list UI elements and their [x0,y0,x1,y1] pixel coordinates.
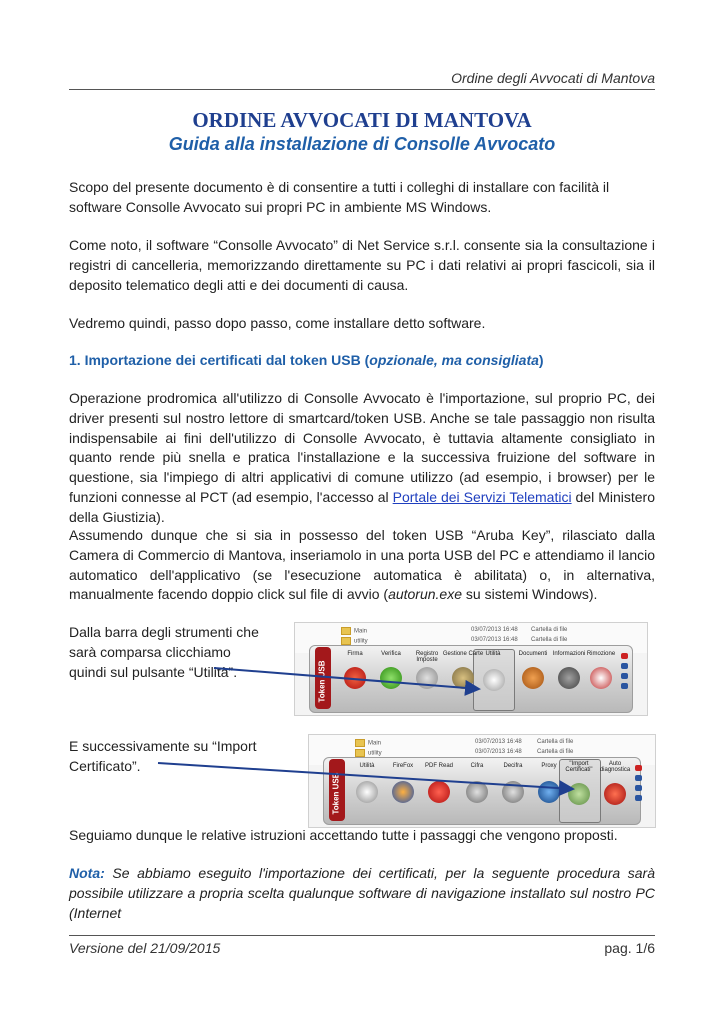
section-heading-emphasis: opzionale, ma consigliata [369,352,539,368]
page-number: pag. 1/6 [604,940,655,956]
document-title: ORDINE AVVOCATI DI MANTOVA [192,108,532,132]
caption-utilita: Dalla barra degli strumenti che sarà comparsa clicchiamo quindi sul pulsante “Utilità”. [69,624,259,680]
note-label: Nota: [69,865,105,881]
file-type: Cartella di file [537,749,574,755]
token-text-end: su sistemi Windows). [462,586,598,603]
section-heading-text: 1. Importazione dei certificati dal token USB ( [69,352,370,368]
paragraph-note [69,864,655,923]
button-label-gestione: Gestione Carte [442,651,484,657]
operation-text-end: del Ministero della Giustizia). [69,488,655,525]
button-label-documenti: Documenti [518,651,548,657]
paragraph-steps: Vedremo quindi, passo dopo passo, come installare detto software. [69,315,486,331]
arrow-to-utilita [214,668,479,689]
paragraph-scope: Scopo del presente documento è di consentire a tutti i colleghi di installare con facilità il software Consolle Avvocato sui propri PC in ambiente MS Windows. [69,179,610,215]
button-label-proxy: Proxy [541,763,557,769]
section-heading-close: ) [538,352,544,368]
button-label-firma: Firma [347,651,363,657]
token-text: Assumendo dunque che si sia in possesso del token USB “Aruba Key”, rilasciato dalla Camera di Commercio di Mantova, inseriamolo in una porta USB del PC e attendiamo il lancio automatico dell'applicativo (se l'esecuzione automatica è abilitata) o, in alternativa, manualmente facendo doppio click sul file di avvio ( [69,527,655,603]
button-label-verifica: Verifica [381,651,401,657]
operation-text: Operazione prodromica all'utilizzo di Consolle Avvocato è l'importazione, sul proprio PC, dei driver presenti sul nostro lettore di smartcard/token USB. Anche se tale passaggio non risulta indispensabile ai fini dell'utilizzo di Consolle Avvocato, è tuttavia altamente consigliato in quanto rende più snella e pratica l'installazione e la successiva fruizione del software in questione, sia l'impiego di altri applicativi di comune utilizzo (ad esempio, i browser) per le funzioni connesse al PCT (ad esempio, l'accesso al [69,390,655,505]
token-usb-tab: Token USB [315,647,331,709]
file-date: 03/07/2013 16:48 [471,627,518,633]
button-label-decifra: Decifra [503,763,523,769]
button-label-cifra: Cifra [470,763,484,769]
button-label-informazioni: Informazioni [552,651,586,657]
portale-servizi-link[interactable]: Portale dei Servizi Telematici [392,488,572,505]
file-date: 03/07/2013 16:48 [471,637,518,643]
file-date: 03/07/2013 16:48 [475,749,522,755]
arrow-to-import [158,763,573,789]
paragraph-follow: Seguiamo dunque le relative istruzioni accettando tutte i passaggi che vengono proposti. [69,827,618,843]
file-date: 03/07/2013 16:48 [475,739,522,745]
caption-import: E successivamente su “Import Certificato”. [69,738,257,774]
button-label-rimozione: Rimozione [586,651,616,657]
token-usb-tab: Token USB [329,759,345,821]
file-type: Cartella di file [531,637,568,643]
button-label-import-certificati: "Import Certificati" [565,761,593,773]
document-subtitle: Guida alla installazione di Consolle Avvocato [168,134,556,154]
button-label-firefox: FireFox [392,763,414,769]
autorun-filename: autorun.exe [388,586,463,603]
footer-version: Versione del 21/09/2015 [69,940,221,956]
file-row-utility: utility [355,749,382,758]
button-label-utilita: Utilità [485,651,501,657]
file-type: Cartella di file [531,627,568,633]
button-label-autodiagnostica: Auto diagnostica [599,761,631,773]
file-row-main: Main [355,739,381,748]
running-header: Ordine degli Avvocati di Mantova [451,70,655,86]
button-label-utilita: Utilità [359,763,375,769]
note-text: Se abbiamo eseguito l'importazione dei certificati, per la seguente procedura sarà possibile utilizzare a propria scelta qualunque software di navigazione installato sul nostro PC (Internet [69,865,655,921]
footer-rule [69,935,655,936]
file-row-utility: utility [341,637,368,646]
paragraph-intro: Come noto, il software “Consolle Avvocato” di Net Service s.r.l. consente sia la consultazione i registri di cancelleria, memorizzando direttamente su PC i dati relativi ai propri fascicoli, sia il deposito telematico degli atti e dei documenti di causa. [69,237,655,293]
button-label-registro: Registro Imposte [415,651,439,663]
file-type: Cartella di file [537,739,574,745]
button-label-pdf-read: PDF Read [424,763,453,769]
file-row-main: Main [341,627,367,636]
